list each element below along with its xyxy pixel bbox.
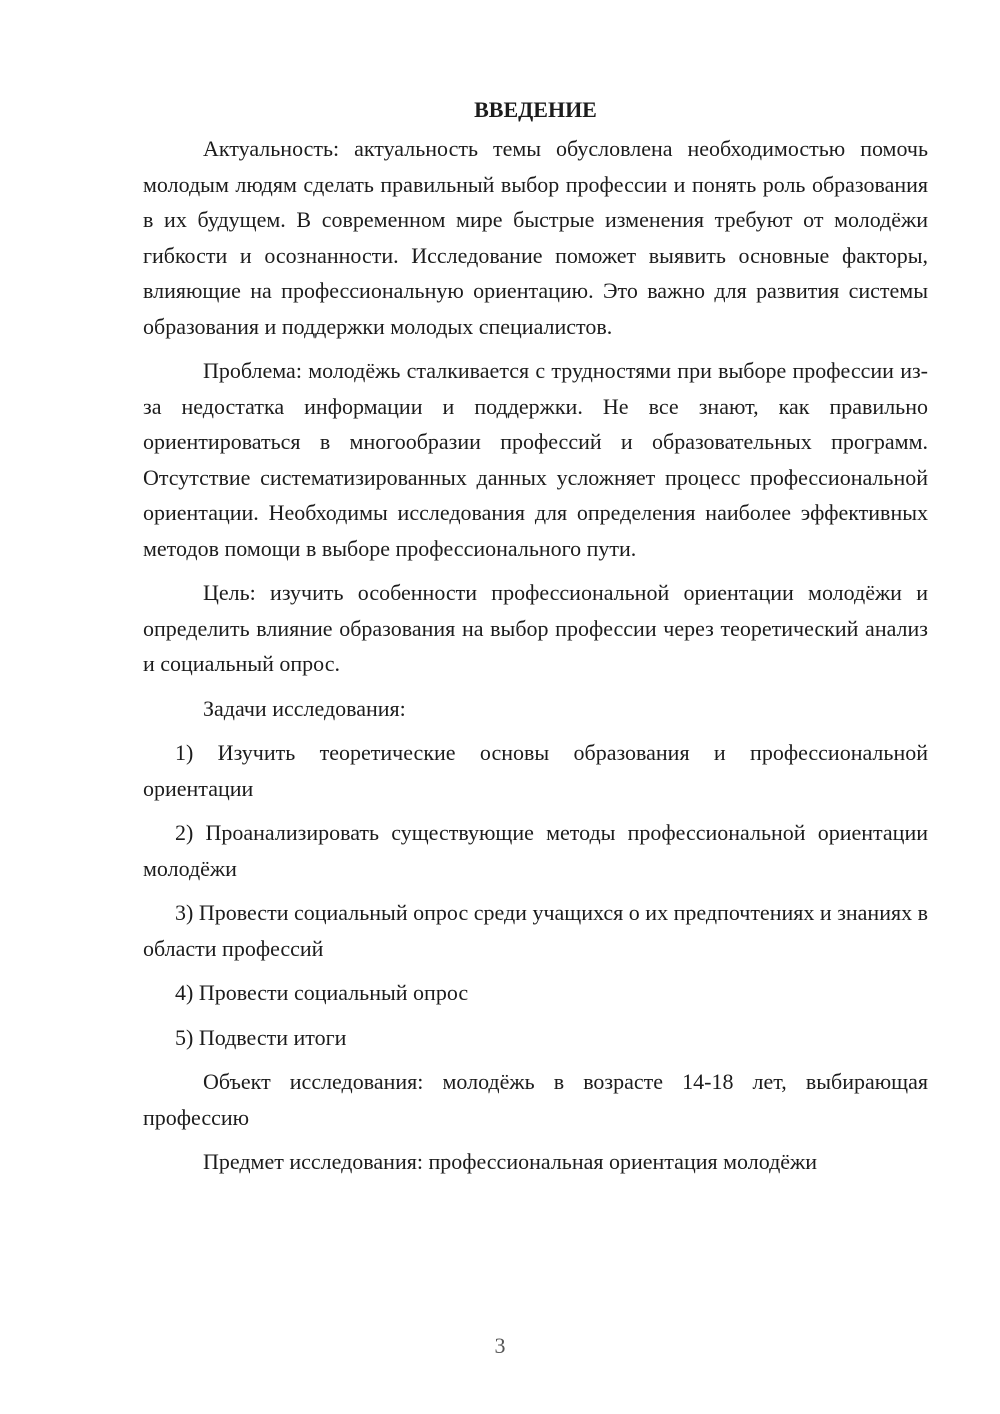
paragraph-tasks-heading: Задачи исследования: bbox=[203, 695, 406, 721]
paragraph-subject: Предмет исследования: профессиональная ориентация молодёжи bbox=[203, 1149, 818, 1174]
task-item: 3) Провести социальный опрос среди учащихся о их предпочтениях и знаниях в области профессий bbox=[143, 900, 928, 961]
document-page bbox=[143, 92, 928, 1189]
paragraph-goal: Цель: изучить особенности профессиональной ориентации молодёжи и определить влияние образования на выбор профессии через теоретический анализ и социальный опрос. bbox=[143, 580, 928, 676]
task-item: 1) Изучить теоретические основы образования и профессиональной ориентации bbox=[143, 740, 928, 801]
task-item: 4) Провести социальный опрос bbox=[175, 980, 469, 1005]
page-number: 3 bbox=[494, 1333, 506, 1358]
paragraph-problem: Проблема: молодёжь сталкивается с трудностями при выборе профессии из-за недостатка информации и поддержки. Не все знают, как правильно ориентироваться в многообразии профессий и образовательных программ. Отсутствие систематизированных данных усложняет процесс профессиональной ориентации. Необходимы исследования для определения наиболее эффективных методов помощи в выборе профессионального пути. bbox=[143, 358, 928, 561]
task-item: 2) Проанализировать существующие методы профессиональной ориентации молодёжи bbox=[143, 820, 928, 881]
task-item: 5) Подвести итоги bbox=[175, 1024, 347, 1050]
paragraph-relevance: Актуальность: актуальность темы обусловлена необходимостью помочь молодым людям сделать правильный выбор профессии и понять роль образования в их будущем. В современном мире быстрые изменения требуют от молодёжи гибкости и осознанности. Исследование поможет выявить основные факторы, влияющие на профессиональную ориентацию. Это важно для развития системы образования и поддержки молодых специалистов. bbox=[143, 136, 928, 339]
paragraph-object: Объект исследования: молодёжь в возрасте 14-18 лет, выбирающая профессию bbox=[143, 1069, 928, 1130]
page-title: ВВЕДЕНИЕ bbox=[474, 97, 597, 122]
